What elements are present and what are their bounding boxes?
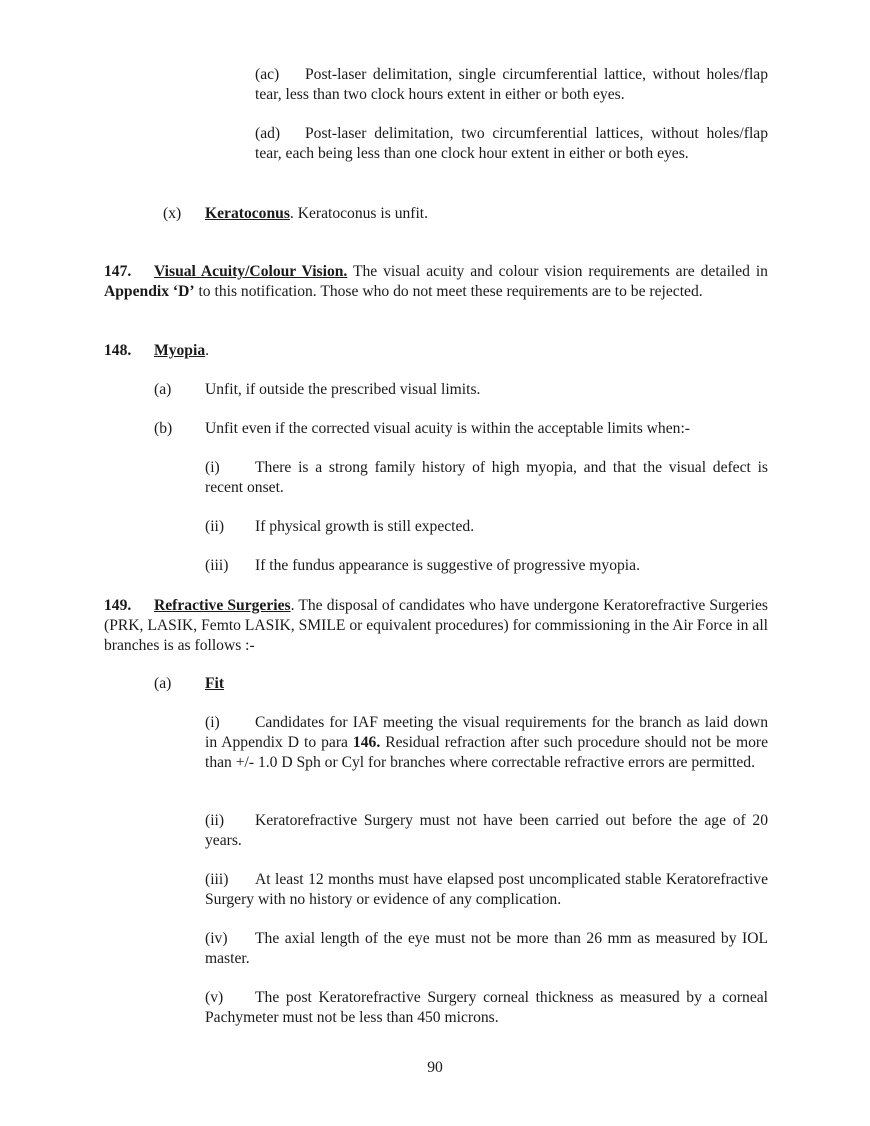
para-148-b-i (205, 458, 768, 498)
para-149 (104, 596, 768, 656)
para-147-text-2: to this notification. Those who do not meet these requirements are to be rejected. (194, 283, 703, 300)
para-149-heading: Refractive Surgeries (154, 597, 291, 614)
clause-ad-label: (ad) (255, 125, 281, 142)
para-148-b-ii-text: If physical growth is still expected. (255, 518, 475, 535)
clause-ad-text: Post-laser delimitation, two circumferential lattices, without holes/flap tear, each being less than one clock hour extent in either or both eyes. (255, 125, 768, 162)
clause-ad (255, 124, 768, 164)
para-148-b-iii (205, 556, 768, 576)
para-149-a-iv-label: (iv) (205, 930, 228, 947)
para-149-a-iii (205, 870, 768, 910)
para-148-b-iii-label: (iii) (205, 557, 229, 574)
para-148-b-ii-label: (ii) (205, 518, 225, 535)
para-149-text: . The disposal of candidates who have undergone Keratorefractive Surgeries (PRK, LASIK, Femto LASIK, SMILE or equivalent procedures) for commissioning in the Air Force in all branches is as follows :- (104, 597, 768, 654)
para-149-a-ii-text: Keratorefractive Surgery must not have been carried out before the age of 20 years. (205, 812, 768, 849)
para-148-heading: Myopia (154, 342, 206, 359)
para-149-a-iii-label: (iii) (205, 871, 229, 888)
para-149-a-i-label: (i) (205, 714, 220, 731)
keratoconus-heading: Keratoconus (205, 205, 290, 222)
para-148-after: . (205, 342, 210, 359)
para-149-a-v (205, 988, 768, 1028)
para-146-ref: 146. (352, 734, 381, 751)
keratoconus-text: . Keratoconus is unfit. (289, 205, 429, 222)
clause-ac-text: Post-laser delimitation, single circumferential lattice, without holes/flap tear, less than two clock hours extent in either or both eyes. (255, 66, 768, 103)
para-148-b-text: Unfit even if the corrected visual acuity is within the acceptable limits when:- (205, 420, 690, 437)
para-149-a-ii-label: (ii) (205, 812, 225, 829)
para-149-number: 149. (104, 597, 132, 614)
para-149-a-v-label: (v) (205, 989, 224, 1006)
clause-x (205, 204, 768, 224)
para-149-a-iv-text: The axial length of the eye must not be more than 26 mm as measured by IOL master. (205, 930, 768, 967)
para-149-a-ii (205, 811, 768, 851)
para-148-a-text: Unfit, if outside the prescribed visual limits. (205, 381, 481, 398)
para-148-b-i-label: (i) (205, 459, 220, 476)
para-148 (104, 341, 768, 361)
clause-ac-label: (ac) (255, 66, 280, 83)
para-148-b-ii (205, 517, 768, 537)
para-147-number: 147. (104, 263, 132, 280)
clause-x-label: (x) (163, 205, 182, 222)
para-147 (104, 262, 768, 302)
para-149-a-label: (a) (154, 675, 172, 692)
para-148-number: 148. (104, 342, 132, 359)
para-149-a-i-text-1: Candidates for IAF meeting the visual requirements for the branch as laid down in Appendix D to para (205, 714, 768, 751)
para-148-b-i-text: There is a strong family history of high myopia, and that the visual defect is recent onset. (205, 459, 768, 496)
clause-ac (255, 65, 768, 105)
fit-heading: Fit (205, 675, 225, 692)
para-149-a-i (205, 713, 768, 773)
para-149-a-heading-line (205, 674, 768, 694)
para-148-b-iii-text: If the fundus appearance is suggestive of progressive myopia. (255, 557, 640, 574)
para-147-text-1: The visual acuity and colour vision requirements are detailed in (347, 263, 768, 280)
para-149-a-iii-text: At least 12 months must have elapsed post uncomplicated stable Keratorefractive Surgery with no history or evidence of any complication. (205, 871, 768, 908)
para-149-a-iv (205, 929, 768, 969)
para-148-b-label: (b) (154, 420, 173, 437)
para-149-a-i-text-2: Residual refraction after such procedure should not be more than +/- 1.0 D Sph or Cyl for branches where correctable refractive errors are permitted. (205, 734, 769, 771)
para-149-a-v-text: The post Keratorefractive Surgery corneal thickness as measured by a corneal Pachymeter must not be less than 450 microns. (205, 989, 768, 1026)
para-147-heading: Visual Acuity/Colour Vision. (154, 263, 348, 280)
para-148-a-label: (a) (154, 381, 172, 398)
appendix-d-ref: Appendix ‘D’ (104, 283, 195, 300)
page-number: 90 (427, 1059, 443, 1076)
